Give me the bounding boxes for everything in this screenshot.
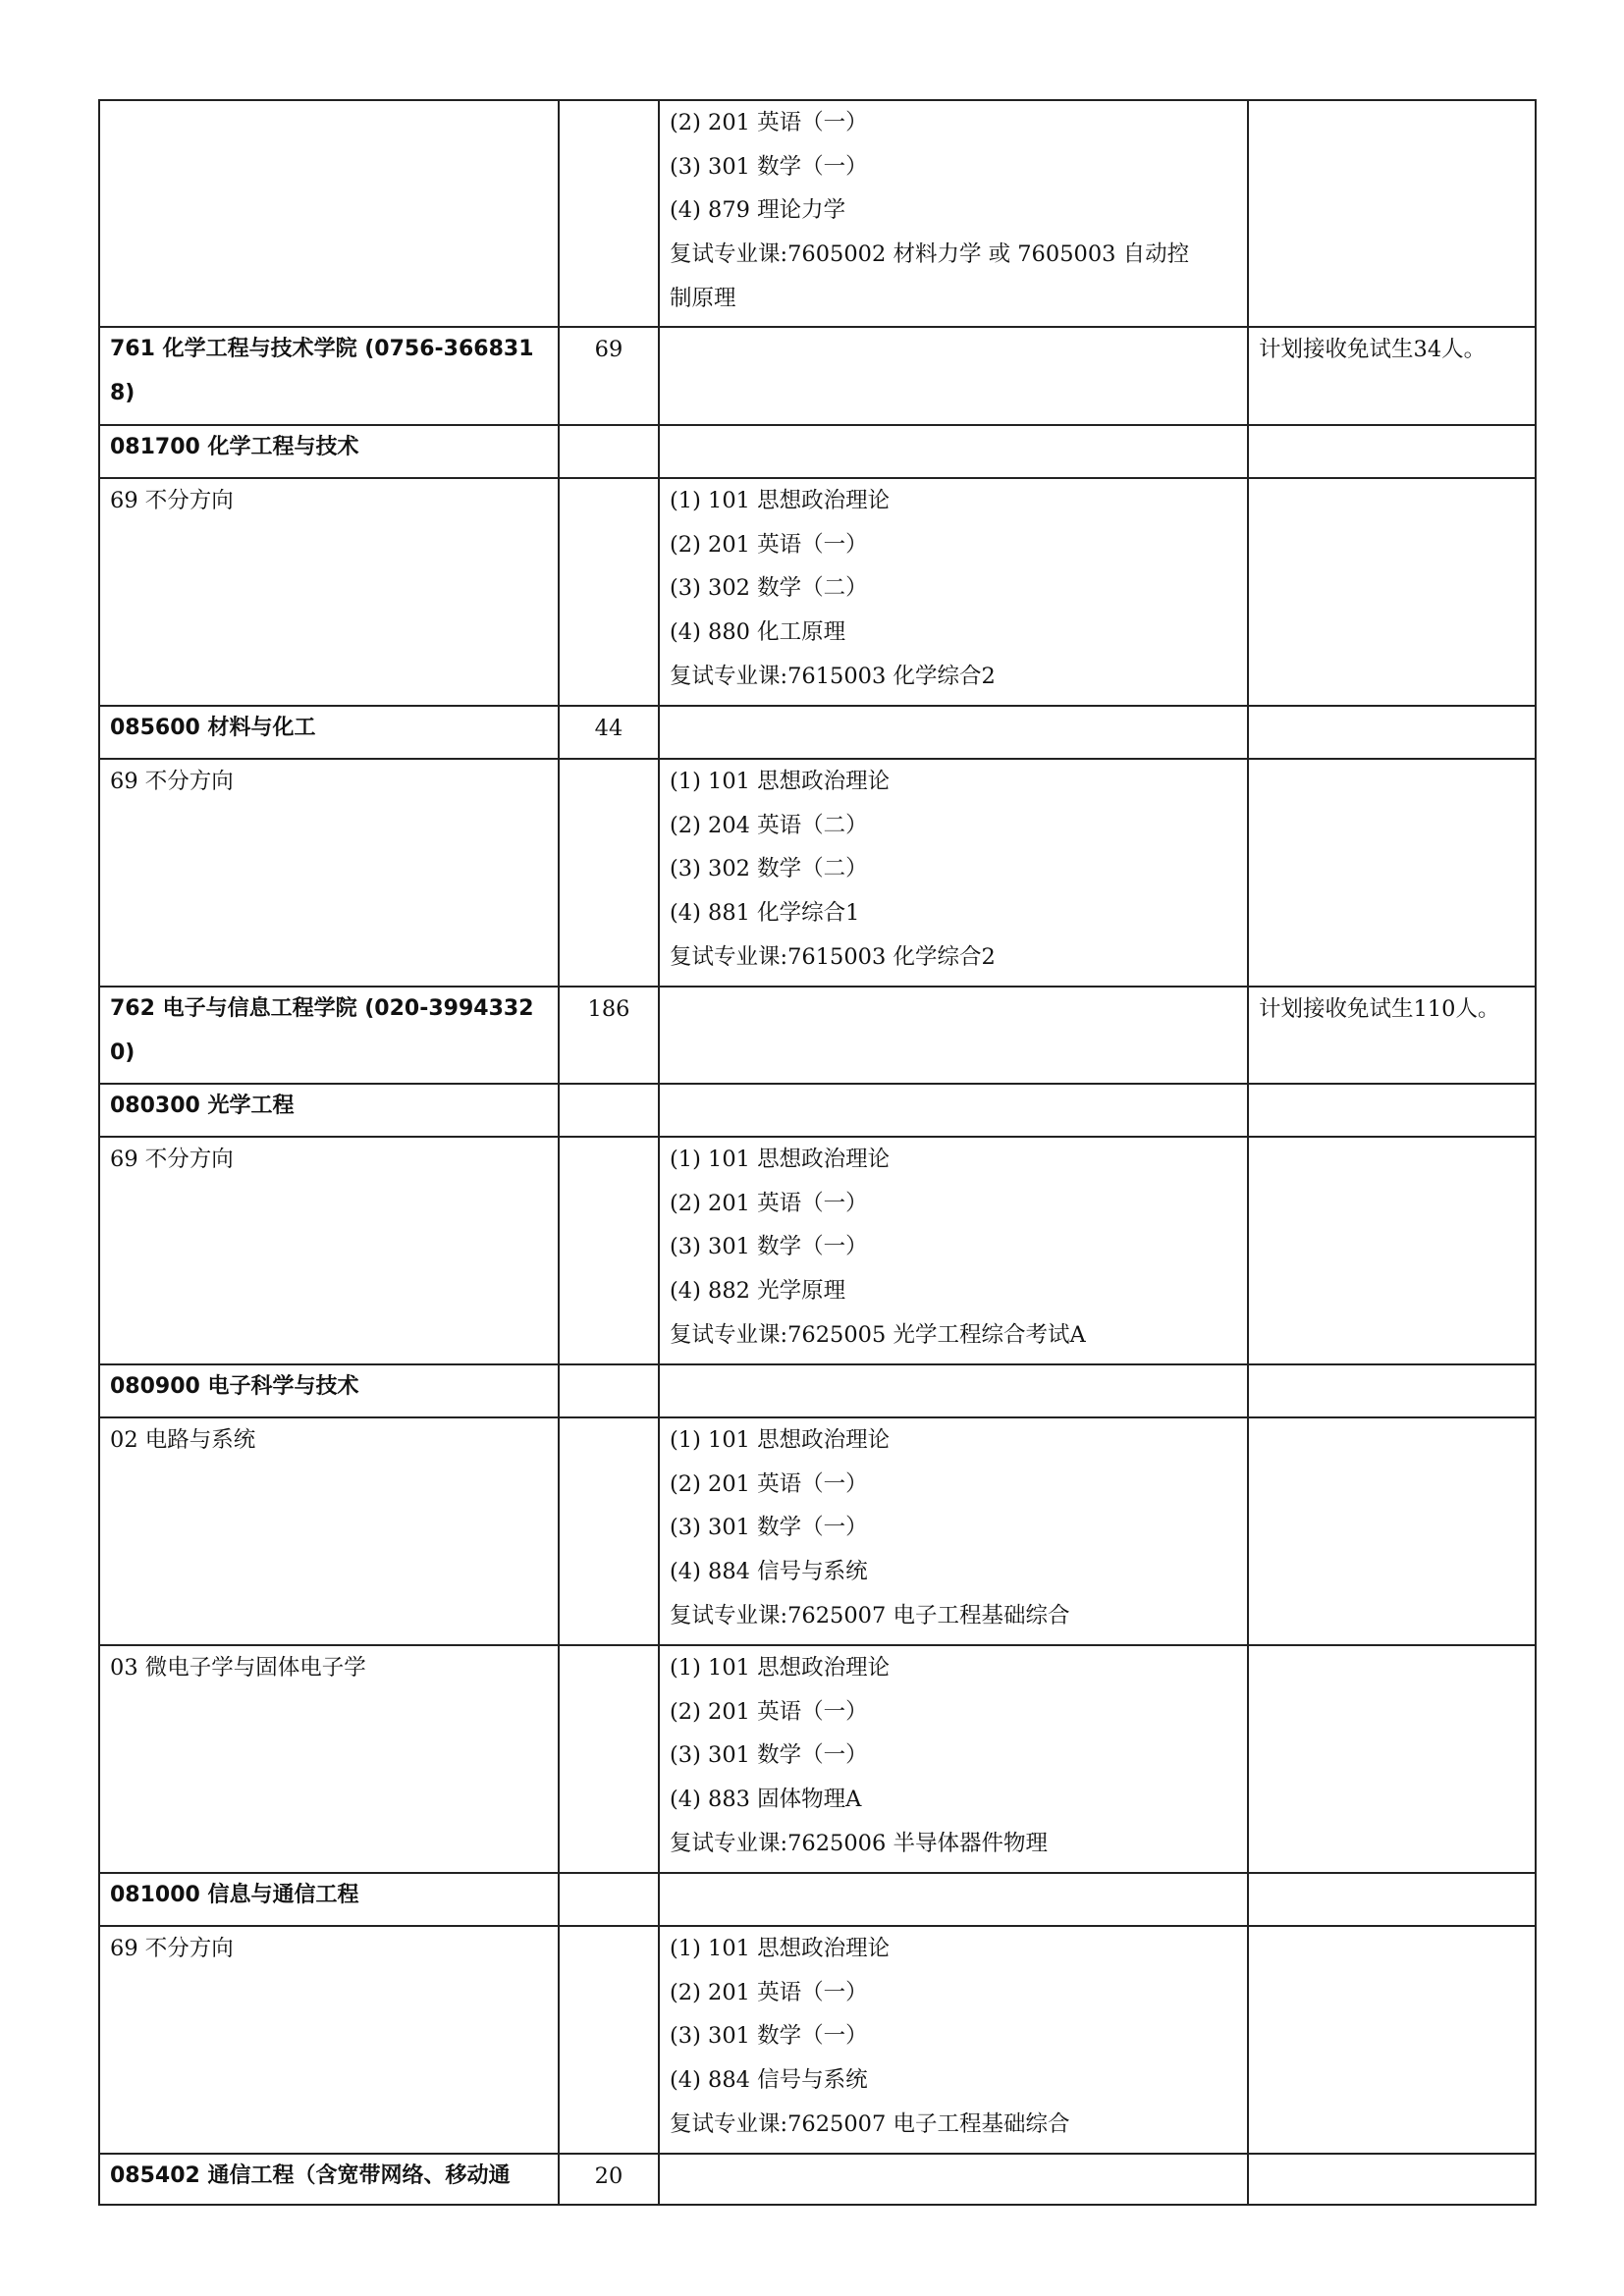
remarks-cell — [1248, 2154, 1536, 2205]
table-row — [99, 100, 1536, 327]
remarks-cell — [1248, 706, 1536, 759]
remarks-cell — [1248, 1873, 1536, 1926]
table-row — [99, 1645, 1536, 1873]
direction-cell: 69 不分方向 — [99, 1926, 559, 2154]
enrollment-cell: 186 — [559, 987, 659, 1084]
subject-line: (4) 881 化学综合1 — [670, 900, 860, 927]
table-row — [99, 1926, 1536, 2154]
remarks-cell — [1248, 1137, 1536, 1364]
major-row — [99, 1364, 1536, 1417]
subject-line: (2) 201 英语（一） — [670, 531, 868, 558]
direction-cell: 69 不分方向 — [99, 478, 559, 706]
subject-line: (1) 101 思想政治理论 — [670, 488, 891, 513]
enrollment-cell: 20 — [559, 2154, 659, 2205]
subject-line: 复试专业课:7625007 电子工程基础综合 — [670, 1602, 1070, 1629]
subject-line: (3) 301 数学（一） — [670, 2023, 868, 2050]
subject-line: 复试专业课:7605002 材料力学 或 7605003 自动控 — [670, 241, 1190, 268]
enrollment-cell — [559, 100, 659, 327]
remarks-cell — [1248, 1926, 1536, 2154]
direction-cell: 03 微电子学与固体电子学 — [99, 1645, 559, 1873]
subject-line: 复试专业课:7625007 电子工程基础综合 — [670, 2110, 1070, 2137]
subject-line: (2) 201 英语（一） — [670, 110, 868, 135]
enrollment-cell — [559, 1137, 659, 1364]
remarks-cell — [1248, 1645, 1536, 1873]
school-name-cell: 762 电子与信息工程学院 (020-39943320) — [99, 987, 559, 1084]
exam-subjects-cell — [659, 706, 1248, 759]
subject-line: (4) 883 固体物理A — [670, 1787, 862, 1813]
subject-line: (2) 201 英语（一） — [670, 1190, 868, 1216]
subject-line: 复试专业课:7615003 化学综合2 — [670, 943, 996, 970]
exam-subjects-cell — [659, 425, 1248, 478]
enrollment-cell — [559, 759, 659, 987]
remarks-cell: 计划接收免试生110人。 — [1248, 987, 1536, 1084]
enrollment-cell — [559, 1417, 659, 1645]
enrollment-cell: 44 — [559, 706, 659, 759]
exam-subjects-cell — [659, 1137, 1248, 1364]
major-row — [99, 2154, 1536, 2205]
direction-cell — [99, 100, 559, 327]
subject-line: (4) 882 光学原理 — [670, 1278, 846, 1305]
school-row — [99, 987, 1536, 1084]
enrollment-cell — [559, 425, 659, 478]
direction-cell: 02 电路与系统 — [99, 1417, 559, 1645]
remarks-cell — [1248, 1364, 1536, 1417]
exam-subjects-cell — [659, 759, 1248, 987]
major-name-cell: 080300 光学工程 — [99, 1084, 559, 1137]
exam-subjects-cell — [659, 987, 1248, 1084]
major-row — [99, 1873, 1536, 1926]
table-row — [99, 759, 1536, 987]
exam-subjects-cell — [659, 1417, 1248, 1645]
subject-line: (2) 201 英语（一） — [670, 1698, 868, 1725]
remarks-cell — [1248, 1084, 1536, 1137]
major-row — [99, 1084, 1536, 1137]
subject-line: (1) 101 思想政治理论 — [670, 1936, 891, 1961]
subject-line: (4) 880 化工原理 — [670, 619, 846, 646]
enrollment-cell: 69 — [559, 327, 659, 425]
exam-subjects-cell — [659, 1364, 1248, 1417]
exam-subjects-cell — [659, 1084, 1248, 1137]
major-name-cell: 081000 信息与通信工程 — [99, 1873, 559, 1926]
direction-cell: 69 不分方向 — [99, 1137, 559, 1364]
remarks-cell: 计划接收免试生34人。 — [1248, 327, 1536, 425]
subject-line: (3) 301 数学（一） — [670, 1742, 868, 1769]
subject-line: (1) 101 思想政治理论 — [670, 1147, 891, 1172]
subject-line: (2) 201 英语（一） — [670, 1979, 868, 2005]
subject-line: (1) 101 思想政治理论 — [670, 769, 891, 794]
table-row — [99, 1137, 1536, 1364]
major-name-cell: 085402 通信工程（含宽带网络、移动通 — [99, 2154, 559, 2205]
subject-line: (4) 884 信号与系统 — [670, 1559, 868, 1585]
enrollment-cell — [559, 1873, 659, 1926]
subject-line: (3) 301 数学（一） — [670, 1234, 868, 1260]
remarks-cell — [1248, 100, 1536, 327]
subject-line: (3) 301 数学（一） — [670, 1515, 868, 1541]
subject-line: (3) 301 数学（一） — [670, 153, 868, 180]
subject-line: 复试专业课:7615003 化学综合2 — [670, 663, 996, 689]
major-row — [99, 706, 1536, 759]
subject-line: 复试专业课:7625005 光学工程综合考试A — [670, 1321, 1086, 1348]
admissions-catalog-table — [98, 99, 1537, 2206]
enrollment-cell — [559, 1084, 659, 1137]
remarks-cell — [1248, 425, 1536, 478]
subject-line: (4) 879 理论力学 — [670, 197, 846, 224]
school-name-cell: 761 化学工程与技术学院 (0756-3668318) — [99, 327, 559, 425]
major-name-cell: 081700 化学工程与技术 — [99, 425, 559, 478]
enrollment-cell — [559, 1364, 659, 1417]
table-row — [99, 478, 1536, 706]
major-name-cell: 085600 材料与化工 — [99, 706, 559, 759]
remarks-cell — [1248, 478, 1536, 706]
exam-subjects-cell — [659, 1645, 1248, 1873]
subject-line: (3) 302 数学（二） — [670, 575, 868, 602]
enrollment-cell — [559, 478, 659, 706]
subject-line: (3) 302 数学（二） — [670, 856, 868, 882]
enrollment-cell — [559, 1645, 659, 1873]
subject-line: (2) 201 英语（一） — [670, 1470, 868, 1497]
exam-subjects-cell — [659, 478, 1248, 706]
direction-cell: 69 不分方向 — [99, 759, 559, 987]
subject-line: (2) 204 英语（二） — [670, 812, 868, 838]
school-row — [99, 327, 1536, 425]
subject-line: (1) 101 思想政治理论 — [670, 1655, 891, 1681]
subject-line: 复试专业课:7625006 半导体器件物理 — [670, 1830, 1048, 1856]
exam-subjects-cell — [659, 2154, 1248, 2205]
exam-subjects-cell — [659, 1926, 1248, 2154]
major-name-cell: 080900 电子科学与技术 — [99, 1364, 559, 1417]
major-row — [99, 425, 1536, 478]
exam-subjects-cell — [659, 327, 1248, 425]
enrollment-cell — [559, 1926, 659, 2154]
subject-line: (1) 101 思想政治理论 — [670, 1427, 891, 1453]
exam-subjects-cell — [659, 100, 1248, 327]
table-row — [99, 1417, 1536, 1645]
remarks-cell — [1248, 759, 1536, 987]
subject-line: 制原理 — [670, 285, 736, 311]
subject-line: (4) 884 信号与系统 — [670, 2067, 868, 2094]
remarks-cell — [1248, 1417, 1536, 1645]
exam-subjects-cell — [659, 1873, 1248, 1926]
